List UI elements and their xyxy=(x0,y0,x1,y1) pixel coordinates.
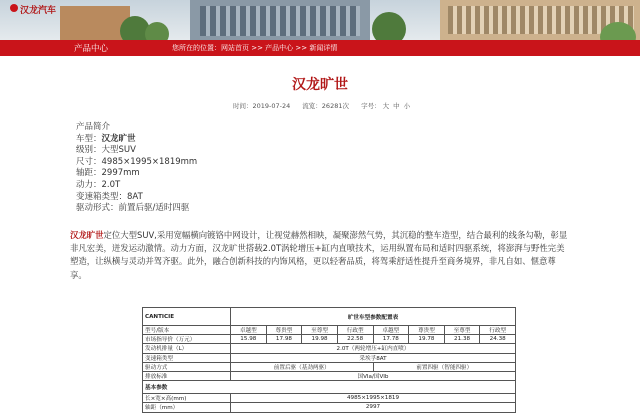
font-size-label: 字号： xyxy=(361,102,381,110)
table-cell: 尊贵型 xyxy=(409,326,445,335)
table-cell: 型号/版本 xyxy=(143,326,231,335)
table-cell: 21.38 xyxy=(444,335,480,344)
table-cell: 长×宽×高(mm) xyxy=(143,394,231,403)
spec-row xyxy=(76,203,197,215)
site-logo[interactable]: 汉龙汽车 xyxy=(20,6,57,16)
table-row xyxy=(143,403,516,412)
header-banner xyxy=(0,0,640,42)
spec-value: 2.0T xyxy=(101,179,121,190)
spec-row xyxy=(76,180,197,192)
publish-time: 时间：2019-07-24 xyxy=(232,102,291,110)
spec-row xyxy=(76,192,197,204)
table-section-title: 基本参数 xyxy=(143,381,516,394)
table-cell: 驱动方式 xyxy=(143,362,231,371)
spec-key: 驱动形式： xyxy=(76,203,119,214)
table-cell: 2.0T（两轮增压+缸内直喷） xyxy=(231,344,516,353)
spec-value: 汉龙旷世 xyxy=(101,133,136,144)
table-cell: 行政型 xyxy=(480,326,516,335)
table-title: 旷世车型参数配置表 xyxy=(231,308,516,326)
spec-row xyxy=(76,134,197,146)
spec-row xyxy=(76,168,197,180)
table-cell: 22.58 xyxy=(337,335,373,344)
section-title[interactable]: 产品中心 xyxy=(74,44,109,54)
table-cell: 发动机排量（L） xyxy=(143,344,231,353)
table-row xyxy=(143,326,516,335)
table-brand-cell: CANTICIE xyxy=(143,308,231,326)
table-row xyxy=(143,353,516,362)
table-cell: 17.78 xyxy=(373,335,409,344)
description-brand: 汉龙旷世 xyxy=(70,230,104,240)
spec-value: 前置后驱/适时四驱 xyxy=(118,203,190,214)
tree-image xyxy=(145,22,169,42)
spec-value: 大型SUV xyxy=(101,145,136,156)
spec-row xyxy=(76,157,197,169)
table-cell: 卓越型 xyxy=(373,326,409,335)
table-cell: 尊贵型 xyxy=(266,326,302,335)
table-cell: 19.78 xyxy=(409,335,445,344)
table-row xyxy=(143,394,516,403)
spec-row xyxy=(76,145,197,157)
table-cell: 变速箱类型 xyxy=(143,353,231,362)
spec-key: 车型： xyxy=(76,133,102,144)
spec-key: 动力： xyxy=(76,179,102,190)
spec-key: 变速箱类型： xyxy=(76,191,128,202)
table-row xyxy=(143,371,516,380)
font-size-medium-button[interactable]: 中 xyxy=(393,102,400,110)
table-cell: 国VIa/国VIb xyxy=(231,371,516,380)
breadcrumb[interactable]: 您所在的位置：网站首页 >> 产品中心 >> 新闻详情 xyxy=(172,44,338,52)
table-header-row xyxy=(143,308,516,326)
table-cell: 前置后驱（基劲两驱） xyxy=(231,362,374,371)
table-row xyxy=(143,344,516,353)
spec-key: 轴距： xyxy=(76,168,102,179)
spec-table xyxy=(142,307,516,413)
table-cell: 2997 xyxy=(231,403,516,412)
table-cell: 19.98 xyxy=(302,335,338,344)
table-row xyxy=(143,335,516,344)
spec-value: 4985×1995×1819mm xyxy=(101,156,198,167)
spec-value: 2997mm xyxy=(101,168,140,179)
table-cell: 前置四驱（智能四驱） xyxy=(373,362,516,371)
nav-bar xyxy=(0,40,640,56)
table-row xyxy=(143,362,516,371)
table-cell: 15.98 xyxy=(231,335,267,344)
table-cell: 排放标准 xyxy=(143,371,231,380)
table-section-row xyxy=(143,381,516,394)
building-left-image xyxy=(60,6,130,42)
spec-value: 8AT xyxy=(127,191,143,202)
table-cell: 4985×1995×1819 xyxy=(231,394,516,403)
table-cell: 至尊型 xyxy=(302,326,338,335)
spec-heading: 产品简介 xyxy=(76,122,111,132)
table-cell: 采埃孚8AT xyxy=(231,353,516,362)
font-size-small-button[interactable]: 小 xyxy=(403,102,411,110)
table-cell: 市场指导价（万元） xyxy=(143,335,231,344)
table-cell: 24.38 xyxy=(480,335,516,344)
table-cell: 轴距（mm） xyxy=(143,403,231,412)
tree-image xyxy=(372,12,406,42)
logo-icon xyxy=(10,4,18,12)
view-count: 流览：26281次 xyxy=(302,102,349,110)
table-cell: 卓越型 xyxy=(231,326,267,335)
spec-key: 尺寸： xyxy=(76,156,102,167)
article-meta xyxy=(0,101,640,110)
table-cell: 17.98 xyxy=(266,335,302,344)
spec-key: 级别： xyxy=(76,145,102,156)
description-text: 定位大型SUV,采用宽幅横向镀铬中网设计，让视觉赫然相映，凝聚澎然气势，其沉稳的整车造型，结合最利的线条勾勒，彰显非凡宏美，迸发运动激情。动力方面，汉龙旷世搭载2.0T涡轮增压+缸内直喷技术，运用纵置布局和适时四驱系统，将澎湃与野性完美塑造，让纵横与灵动并驾齐驱。此外，融合创新科技的内饰风格，更以轻奢品质，将驾乘舒适性提升至商务境界，非凡自如、惬意尊享。 xyxy=(70,230,568,280)
spec-list xyxy=(76,122,197,215)
table-cell: 至尊型 xyxy=(444,326,480,335)
table-cell: 行政型 xyxy=(337,326,373,335)
page-title: 汉龙旷世 xyxy=(292,77,348,93)
building-center-windows xyxy=(200,6,360,36)
font-size-large-button[interactable]: 大 xyxy=(382,102,390,110)
description-paragraph xyxy=(70,229,570,282)
